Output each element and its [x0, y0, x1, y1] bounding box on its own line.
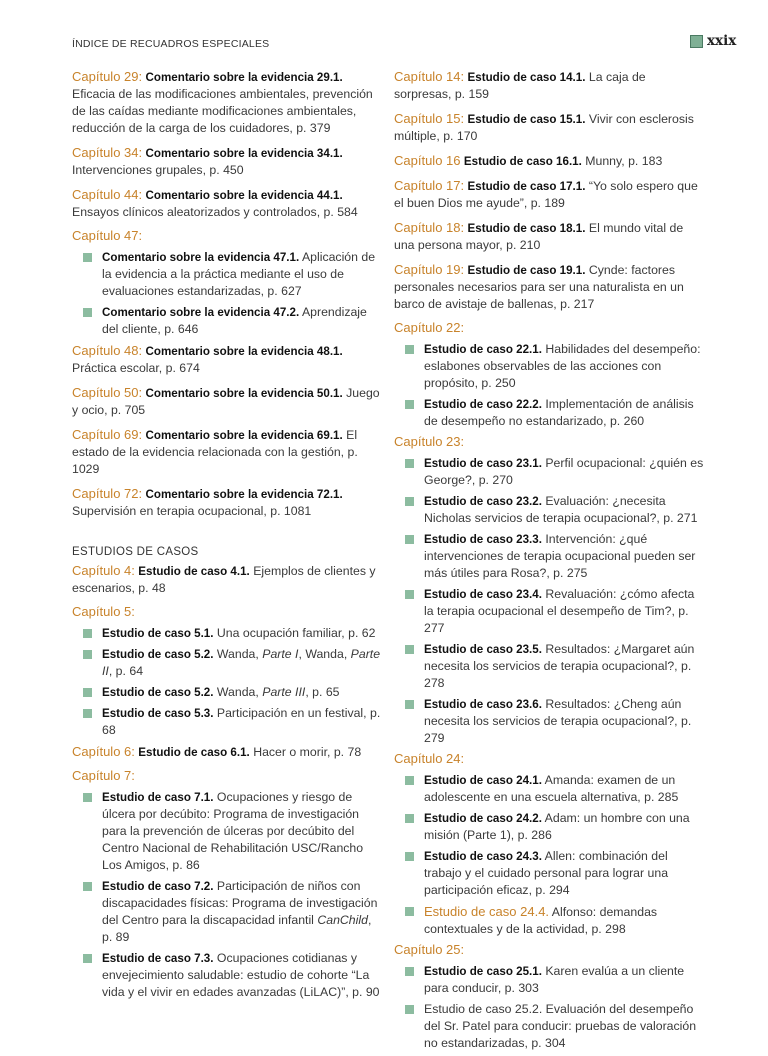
- entry-text: Ensayos clínicos aleatorizados y controlados, p. 584: [72, 205, 358, 219]
- entry-text: Karen evalúa a un cliente para conducir, p. 303: [424, 964, 685, 995]
- case-label: Estudio de caso 6.1.: [138, 746, 250, 759]
- page-number: xxix: [707, 33, 737, 49]
- bullet-square-icon: [83, 709, 92, 718]
- list-item: [394, 1001, 706, 1052]
- case-label: Estudio de caso 23.4.: [424, 588, 542, 601]
- bullet-square-icon: [83, 650, 92, 659]
- case-label: Estudio de caso 5.3.: [102, 707, 214, 720]
- list-item: [394, 848, 706, 899]
- list-item: [72, 950, 384, 1001]
- case-label: Estudio de caso 23.2.: [424, 495, 542, 508]
- case-label: Estudio de caso 24.3.: [424, 850, 542, 863]
- evidence-label: Comentario sobre la evidencia 44.1.: [145, 189, 343, 202]
- bullet-square-icon: [83, 882, 92, 891]
- case-label: Estudio de caso 22.2.: [424, 398, 542, 411]
- bullet-square-icon: [83, 253, 92, 262]
- entry-chapter-4: [72, 562, 384, 597]
- case-label: Estudio de caso 5.2.: [102, 648, 214, 661]
- list-item: [72, 684, 384, 701]
- list-item: [394, 455, 706, 489]
- entry-text: Hacer o morir, p. 78: [253, 745, 362, 759]
- case-label: Estudio de caso 7.3.: [102, 952, 214, 965]
- entry-text: Estudio de caso 25.2. Evaluación del desempeño del Sr. Patel para conducir: pruebas de valoración no estandarizadas, p. 304: [424, 1002, 697, 1050]
- list-item: [72, 705, 384, 739]
- bullet-square-icon: [405, 400, 414, 409]
- evidence-label: Comentario sobre la evidencia 72.1.: [145, 488, 343, 501]
- section-heading-case-studies: ESTUDIOS DE CASOS: [72, 546, 199, 558]
- evidence-label: Comentario sobre la evidencia 69.1.: [145, 429, 343, 442]
- bullet-square-icon: [405, 776, 414, 785]
- entry-text: Alfonso: demandas contextuales y de la actividad, p. 298: [424, 905, 658, 936]
- entry-text: , p. 65: [305, 685, 340, 699]
- entry-text: “Yo solo espero que el buen Dios me ayude”, p. 189: [394, 179, 698, 210]
- case-label: Estudio de caso 23.6.: [424, 698, 542, 711]
- entry-text: Ocupaciones cotidianas y envejecimiento saludable: estudio de cohorte “La vida y el vivir en edades avanzadas (LiLAC)”, p. 90: [102, 951, 380, 999]
- running-header: ÍNDICE DE RECUADROS ESPECIALES: [72, 38, 270, 50]
- bullet-square-icon: [405, 345, 414, 354]
- list-item: [394, 772, 706, 806]
- entry-chapter-19: [394, 261, 706, 313]
- case-label: Estudio de caso 7.1.: [102, 791, 214, 804]
- list-item: [394, 903, 706, 938]
- right-column: [394, 68, 706, 1056]
- evidence-label: Comentario sobre la evidencia 47.1.: [102, 251, 300, 264]
- case-label: Estudio de caso 14.1.: [467, 71, 586, 84]
- list-item: [394, 963, 706, 997]
- list-item: [72, 304, 384, 338]
- evidence-label: Comentario sobre la evidencia 47.2.: [102, 306, 300, 319]
- entry-text: Perfil ocupacional: ¿quién es George?, p. 270: [424, 456, 704, 487]
- case-label: Estudio de caso 23.3.: [424, 533, 542, 546]
- entry-text: Aprendizaje del cliente, p. 646: [102, 305, 367, 336]
- case-label: Estudio de caso 22.1.: [424, 343, 542, 356]
- bullet-square-icon: [83, 688, 92, 697]
- entry-text: Eficacia de las modificaciones ambientales, prevención de las caídas mediante modificaciones ambientales, reducción de la carga de los cuidadores, p. 379: [72, 87, 373, 135]
- bullet-square-icon: [405, 590, 414, 599]
- chapter-heading-7: Capítulo 7:: [72, 768, 135, 783]
- entry-text: Implementación de análisis de desempeño no estandarizado, p. 260: [424, 397, 694, 428]
- entry-text: La caja de sorpresas, p. 159: [394, 70, 646, 101]
- case-label: Estudio de caso 25.1.: [424, 965, 542, 978]
- entry-text: Participación de niños con discapacidades físicas: Programa de investigación del Centro para la discapacidad infantil: [102, 879, 378, 927]
- entry-text: Adam: un hombre con una misión (Parte 1), p. 286: [424, 811, 690, 842]
- chapter-label: Capítulo 14:: [394, 69, 465, 84]
- list-item: [394, 531, 706, 582]
- case-label: Estudio de caso 24.1.: [424, 774, 542, 787]
- entry-text: Práctica escolar, p. 674: [72, 361, 200, 375]
- entry-text: Allen: combinación del trabajo y el cuidado personal para lograr una participación eficaz, p. 294: [424, 849, 669, 897]
- case-label: Estudio de caso 5.2.: [102, 686, 214, 699]
- entry-text: Resultados: ¿Cheng aún necesita los servicios de terapia ocupacional?, p. 279: [424, 697, 692, 745]
- entry-text: Ocupaciones y riesgo de úlcera por decúbito: Programa de investigación para la prevención de úlceras por decúbito del Centro Nacional de Rehabilitación USC/Rancho Los Amigos, p. 86: [102, 790, 364, 872]
- entry-text: Vivir con esclerosis múltiple, p. 170: [394, 112, 694, 143]
- entry-text: Wanda,: [216, 647, 259, 661]
- list-item: [72, 878, 384, 946]
- entry-text: Juego y ocio, p. 705: [72, 386, 380, 417]
- entry-text: El estado de la evidencia relacionada con la gestión, p. 1029: [72, 428, 358, 476]
- list-item: [72, 789, 384, 874]
- case-label: Estudio de caso 18.1.: [467, 222, 586, 235]
- bullet-square-icon: [83, 954, 92, 963]
- case-label: Estudio de caso 17.1.: [467, 180, 586, 193]
- chapter-label: Capítulo 44:: [72, 187, 143, 202]
- entry-chapter-72: [72, 485, 384, 520]
- list-item: [394, 396, 706, 430]
- entry-text: Una ocupación familiar, p. 62: [216, 626, 376, 640]
- case-label: Estudio de caso 15.1.: [467, 113, 586, 126]
- chapter-label: Capítulo 69:: [72, 427, 143, 442]
- entry-chapter-48: [72, 342, 384, 377]
- case-label: Estudio de caso 23.1.: [424, 457, 542, 470]
- list-item: [394, 493, 706, 527]
- evidence-label: Comentario sobre la evidencia 48.1.: [145, 345, 343, 358]
- entry-text: Resultados: ¿Margaret aún necesita los servicios de terapia ocupacional?, p. 278: [424, 642, 695, 690]
- chapter-label: Capítulo 34:: [72, 145, 143, 160]
- entry-chapter-16: [394, 152, 706, 170]
- entry-chapter-44: [72, 186, 384, 221]
- chapter-label: Capítulo 15:: [394, 111, 465, 126]
- evidence-label: Comentario sobre la evidencia 50.1.: [145, 387, 343, 400]
- entry-chapter-29: [72, 68, 384, 137]
- bullet-square-icon: [405, 535, 414, 544]
- entry-text-italic: CanChild: [317, 913, 368, 927]
- chapter-label: Capítulo 48:: [72, 343, 143, 358]
- left-column: [72, 68, 384, 1005]
- bullet-square-icon: [405, 967, 414, 976]
- entry-text: Cynde: factores personales necesarios para ser una naturalista en un barco de avistaje de ballenas, p. 217: [394, 263, 684, 311]
- list-item: [72, 625, 384, 642]
- evidence-label: Comentario sobre la evidencia 29.1.: [145, 71, 343, 84]
- case-label: Estudio de caso 24.4.: [424, 904, 550, 919]
- case-label: Estudio de caso 24.2.: [424, 812, 542, 825]
- list-item: [72, 646, 384, 680]
- entry-chapter-6: [72, 743, 384, 761]
- entry-text: , Wanda,: [298, 647, 348, 661]
- entry-text: Habilidades del desempeño: eslabones observables de las acciones con propósito, p. 250: [424, 342, 701, 390]
- case-label: Estudio de caso 16.1.: [463, 155, 582, 168]
- entry-chapter-15: [394, 110, 706, 145]
- chapter-heading-5: Capítulo 5:: [72, 604, 135, 619]
- chapter-label: Capítulo 50:: [72, 385, 143, 400]
- chapter-heading-47: Capítulo 47:: [72, 228, 143, 243]
- case-label: Estudio de caso 4.1.: [138, 565, 250, 578]
- entry-text: Intervenciones grupales, p. 450: [72, 163, 244, 177]
- entry-chapter-34: [72, 144, 384, 179]
- bullet-square-icon: [405, 852, 414, 861]
- bullet-square-icon: [405, 459, 414, 468]
- chapter-label: Capítulo 17:: [394, 178, 465, 193]
- case-label: Estudio de caso 23.5.: [424, 643, 542, 656]
- bullet-square-icon: [83, 793, 92, 802]
- entry-text: , p. 64: [108, 664, 144, 678]
- bullet-square-icon: [405, 497, 414, 506]
- entry-text-italic: Parte I: [262, 647, 299, 661]
- page-marker-square-icon: [690, 35, 703, 48]
- bullet-square-icon: [405, 1005, 414, 1014]
- entry-text: Ejemplos de clientes y escenarios, p. 48: [72, 564, 376, 595]
- entry-text: Evaluación: ¿necesita Nicholas servicios de terapia ocupacional?, p. 271: [424, 494, 698, 525]
- list-item: [394, 586, 706, 637]
- bullet-square-icon: [405, 700, 414, 709]
- bullet-square-icon: [83, 629, 92, 638]
- chapter-heading-22: Capítulo 22:: [394, 320, 465, 335]
- chapter-heading-25: Capítulo 25:: [394, 942, 465, 957]
- list-item: [394, 696, 706, 747]
- case-label: Estudio de caso 19.1.: [467, 264, 586, 277]
- chapter-label: Capítulo 19:: [394, 262, 465, 277]
- chapter-heading-24: Capítulo 24:: [394, 751, 465, 766]
- chapter-label: Capítulo 72:: [72, 486, 143, 501]
- list-item: [394, 810, 706, 844]
- entry-text: Participación en un festival, p. 68: [102, 706, 381, 737]
- entry-chapter-14: [394, 68, 706, 103]
- bullet-square-icon: [405, 645, 414, 654]
- list-item: [72, 249, 384, 300]
- chapter-label: Capítulo 6:: [72, 744, 135, 759]
- entry-text: Wanda,: [216, 685, 259, 699]
- chapter-label: Capítulo 18:: [394, 220, 465, 235]
- chapter-label: Capítulo 16: [394, 153, 461, 168]
- entry-text: Supervisión en terapia ocupacional, p. 1081: [72, 504, 312, 518]
- entry-chapter-17: [394, 177, 706, 212]
- entry-chapter-18: [394, 219, 706, 254]
- case-label: Estudio de caso 7.2.: [102, 880, 214, 893]
- chapter-label: Capítulo 4:: [72, 563, 135, 578]
- bullet-square-icon: [405, 814, 414, 823]
- bullet-square-icon: [83, 308, 92, 317]
- entry-text-italic: Parte II: [102, 647, 381, 678]
- list-item: [394, 641, 706, 692]
- list-item: [394, 341, 706, 392]
- case-label: Estudio de caso 5.1.: [102, 627, 214, 640]
- bullet-square-icon: [405, 907, 414, 916]
- entry-text: Aplicación de la evidencia a la práctica mediante el uso de evaluaciones estandarizadas, p. 627: [102, 250, 376, 298]
- chapter-label: Capítulo 29:: [72, 69, 143, 84]
- entry-chapter-69: [72, 426, 384, 478]
- entry-text: El mundo vital de una persona mayor, p. 210: [394, 221, 684, 252]
- entry-text: Revaluación: ¿cómo afecta la terapia ocupacional el desempeño de Tim?, p. 277: [424, 587, 695, 635]
- entry-text-italic: Parte III: [262, 685, 306, 699]
- entry-text: Munny, p. 183: [585, 154, 663, 168]
- entry-text: Intervención: ¿qué intervenciones de terapia ocupacional pueden ser más útiles para Rosa?, p. 275: [424, 532, 696, 580]
- entry-chapter-50: [72, 384, 384, 419]
- entry-text: , p. 89: [102, 913, 372, 944]
- entry-text: Amanda: examen de un adolescente en una escuela alternativa, p. 285: [424, 773, 679, 804]
- evidence-label: Comentario sobre la evidencia 34.1.: [145, 147, 343, 160]
- chapter-heading-23: Capítulo 23:: [394, 434, 465, 449]
